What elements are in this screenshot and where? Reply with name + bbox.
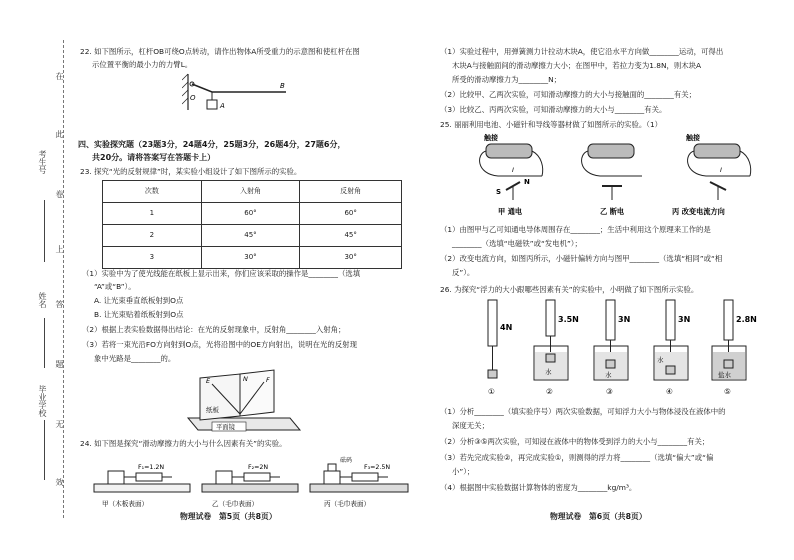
- buoyancy-fig-2: [534, 300, 579, 396]
- friction-figures: [92, 454, 412, 514]
- field-line: [44, 318, 45, 368]
- oersted-fig-2: [582, 144, 642, 216]
- q26-line: 小”）；: [452, 467, 475, 476]
- lever-figure: [182, 70, 292, 118]
- fig-number: ③: [606, 387, 613, 396]
- fig-number: ②: [546, 387, 553, 396]
- object: [666, 366, 675, 374]
- table-header: 反射角: [300, 181, 402, 203]
- fig-caption: 乙（毛巾表面）: [212, 500, 259, 508]
- friction-fig-3: [310, 456, 408, 508]
- label-a: A: [220, 102, 225, 110]
- q22-text: 示位置平衡的最小力的力臂L。: [92, 60, 193, 69]
- fig-number: ①: [488, 387, 495, 396]
- label-f: F: [266, 376, 270, 384]
- spring-scale: [244, 473, 270, 481]
- field-line: [44, 200, 45, 262]
- q23-line: 象中光路是________的。: [94, 354, 176, 363]
- table-cell: 3: [103, 247, 202, 269]
- field-line: [44, 420, 45, 480]
- object: [546, 354, 555, 362]
- liquid-label: 盐水: [718, 371, 731, 379]
- liquid-label: 水: [545, 368, 552, 376]
- cut-line: [63, 40, 64, 518]
- towel-surface: [202, 484, 298, 492]
- fig-caption: 甲（木板表面）: [102, 500, 149, 508]
- margin-char: 此: [55, 130, 64, 138]
- object: [606, 360, 615, 368]
- table-cell: 60°: [300, 203, 402, 225]
- reading: 3N: [678, 315, 691, 324]
- margin-char: 答: [55, 300, 64, 308]
- buoyancy-fig-1: [488, 300, 512, 396]
- q23-line: （2）根据上表实验数据得出结论：在光的反射现象中，反射角________入射角；: [82, 325, 346, 334]
- battery: [588, 144, 634, 158]
- force-label: F₃=2.5N: [364, 464, 391, 471]
- buoyancy-fig-4: [654, 300, 690, 396]
- object-a: [207, 100, 217, 109]
- block-a: [324, 471, 340, 484]
- q23-intro: 23. 探究“光的反射规律”时，某实验小组设计了如下图所示的实验。: [80, 167, 302, 176]
- q23-line: （3）若将一束光沿FO方向射到O点，光将沿图中的OE方向射出，说明在光的反射现: [82, 340, 357, 349]
- q23-line: “A”或“B”）。: [94, 282, 136, 291]
- current-label: I: [720, 166, 722, 174]
- spring-scale: [352, 473, 378, 481]
- q26-line: （1）分析________（填实验序号）两次实验数据，可知浮力大小与物体浸没在液体中的: [440, 407, 726, 416]
- section-4-title: 四、实验探究题（23题3分，24题4分，25题3分，26题4分，27题6分，: [78, 140, 346, 149]
- fig-caption: 丙 改变电流方向: [672, 207, 725, 216]
- board-surface: [94, 484, 190, 492]
- field-name: 姓名: [38, 292, 47, 308]
- oersted-fig-3: [672, 133, 751, 216]
- liquid-label: 水: [657, 356, 664, 364]
- wire: [532, 151, 543, 176]
- spring-scale: [724, 300, 733, 340]
- battery: [486, 144, 532, 158]
- fig-number: ④: [666, 387, 673, 396]
- fig-caption: 丙（毛巾表面）: [324, 500, 371, 508]
- spring-scale: [606, 300, 615, 340]
- margin-char: 卷: [55, 190, 64, 198]
- table-cell: 30°: [300, 247, 402, 269]
- q25-line: （1）由图甲与乙可知通电导体周围存在________；生活中利用这个原理来工作的是: [440, 225, 711, 234]
- buoyancy-figures: [472, 298, 762, 398]
- buoyancy-fig-3: [594, 300, 630, 396]
- block-a: [216, 471, 232, 484]
- field-school: 毕业学校: [38, 385, 47, 417]
- margin-char: 在: [55, 72, 64, 80]
- q26-intro: 26. 为探究“浮力的大小跟哪些因素有关”的实验中，小明做了如下图所示实验。: [440, 285, 699, 294]
- table-row: [103, 247, 402, 269]
- q26-line: 深度无关；: [452, 421, 489, 430]
- fig-number: ⑤: [724, 387, 731, 396]
- page-footer: 物理试卷 第6页（共8页）: [550, 512, 647, 521]
- wall-hatch: [182, 74, 188, 104]
- table-row: [103, 225, 402, 247]
- fig-caption: 甲 通电: [498, 207, 523, 216]
- q24-line: （3）比较乙、丙两次实验，可知滑动摩擦力的大小与________有关。: [440, 105, 667, 114]
- object: [724, 360, 733, 368]
- table-header-row: [103, 181, 402, 203]
- q24-line: （1）实验过程中，用弹簧测力计拉动木块A，使它沿水平方向做________运动，可得出: [440, 47, 724, 56]
- q25-line: 反”）。: [452, 268, 475, 277]
- reading: 4N: [500, 323, 513, 332]
- q26-line: （4）根据图中实验数据计算物体的密度为________kg/m³。: [440, 483, 637, 492]
- label-mirror: 平面镜: [216, 424, 235, 431]
- wire: [740, 151, 751, 176]
- buoyancy-fig-5: [712, 300, 757, 396]
- reading: 3N: [618, 315, 631, 324]
- reading: 3.5N: [558, 315, 579, 324]
- block-a: [108, 471, 124, 484]
- q23-option-b: B. 让光束贴着纸板射到O点: [94, 310, 184, 319]
- friction-fig-1: [94, 464, 190, 508]
- lever-bar: [192, 84, 286, 92]
- weight: [328, 464, 336, 471]
- page-footer: 物理试卷 第5页（共8页）: [180, 512, 277, 521]
- q24-line: （2）比较甲、乙两次实验，可知滑动摩擦力的大小与接触面的________有关；: [440, 90, 696, 99]
- reflection-table: [102, 180, 402, 269]
- reflection-figure: [182, 368, 302, 436]
- margin-char: 题: [55, 360, 64, 368]
- label-e: E: [206, 377, 211, 385]
- label-b: B: [280, 82, 285, 90]
- fig-caption: 乙 断电: [600, 207, 625, 216]
- battery: [694, 144, 740, 158]
- margin-char: 效: [55, 478, 64, 486]
- touch-label: 触接: [686, 134, 700, 142]
- spring-scale: [666, 300, 675, 340]
- q22-text: 22. 如下图所示，杠杆OB可绕O点转动，请作出物体A所受重力的示意图和使杠杆在图: [80, 47, 360, 56]
- table-cell: 2: [103, 225, 202, 247]
- label-n: N: [243, 375, 248, 383]
- table-cell: 30°: [201, 247, 300, 269]
- liquid-label: 水: [605, 371, 612, 379]
- q25-line: ________（选填“电磁铁”或“发电机”）；: [452, 239, 582, 248]
- margin-char: 无: [55, 420, 64, 428]
- field-exam-number: 考生号: [38, 150, 47, 174]
- force-label: F₁=1.2N: [138, 464, 165, 471]
- table-header: 次数: [103, 181, 202, 203]
- table-row: [103, 203, 402, 225]
- table-cell: 60°: [201, 203, 300, 225]
- weight-label: 砝码: [340, 457, 353, 464]
- q23-option-a: A. 让光束垂直纸板射到O点: [94, 296, 184, 305]
- section-4-title: 共20分。请将答案写在答题卡上）: [92, 153, 216, 162]
- current-label: I: [512, 166, 514, 174]
- reading: 2.8N: [736, 315, 757, 324]
- pole-s: S: [496, 188, 502, 196]
- table-cell: 45°: [201, 225, 300, 247]
- towel-surface: [310, 484, 408, 492]
- spring-scale: [488, 300, 497, 346]
- q23-line: （1）实验中为了使光线能在纸板上显示出来，你们应该采取的操作是________（选填: [82, 269, 361, 278]
- margin-char: 上: [55, 245, 64, 253]
- q25-intro: 25. 丽丽利用电池、小磁针和导线等器材做了如图所示的实验。（1）: [440, 120, 663, 129]
- electromagnet-figures: [472, 132, 762, 220]
- q26-line: （3）若先完成实验②，再完成实验①，则测得的浮力将________（选填“偏大”或“偏: [440, 453, 714, 462]
- label-o: O: [190, 94, 196, 102]
- touch-label: 触接: [484, 134, 498, 142]
- q24-intro: 24. 如下图是探究“滑动摩擦力的大小与什么因素有关”的实验。: [80, 439, 287, 448]
- spring-scale: [546, 300, 555, 336]
- q24-line: 所受的滑动摩擦力为________N；: [452, 75, 561, 84]
- q24-line: 木块A与接触面间的滑动摩擦力大小；在图甲中，若拉力变为1.8N，则木块A: [452, 61, 702, 70]
- oersted-fig-1: [480, 133, 543, 216]
- table-header: 入射角: [201, 181, 300, 203]
- table-cell: 45°: [300, 225, 402, 247]
- pole-n: N: [524, 178, 530, 186]
- q26-line: （2）分析③⑤两次实验，可知浸在液体中的物体受到浮力的大小与________有关；: [440, 437, 710, 446]
- q25-line: （2）改变电流方向，如图丙所示，小磁针偏转方向与图甲________（选填“相同”或“相: [440, 254, 723, 263]
- friction-fig-2: [202, 464, 298, 508]
- object: [488, 370, 497, 378]
- label-board: 纸板: [206, 406, 219, 414]
- force-label: F₂=2N: [248, 464, 269, 471]
- spring-scale: [136, 473, 162, 481]
- table-cell: 1: [103, 203, 202, 225]
